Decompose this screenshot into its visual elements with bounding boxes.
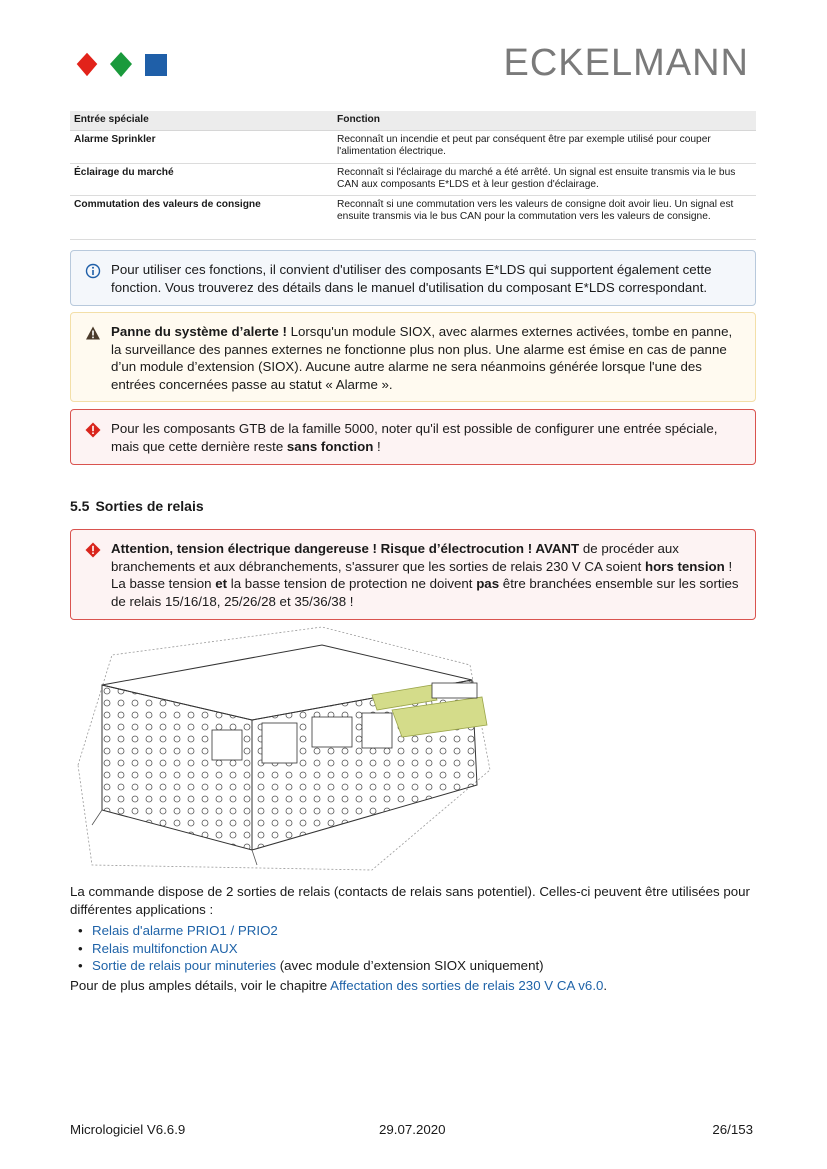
section-number: 5.5 [70, 498, 90, 514]
table-header-row [70, 111, 756, 130]
section-title: Sorties de relais [95, 498, 204, 514]
warning-note-body: Lorsqu'un module SIOX, avec alarmes externes activées, tombe en panne, la surveillance des pannes externes ne fonctionne plus non plus. Une alarme est émise en cas de panne d’un module d’extension (SIOX). Aucune autre alarme ne sera néanmoins générée lorsque l'une des entrées concernées passe au statut « Alarme ». [111, 324, 733, 392]
timer-relay-note: (avec module d’extension SIOX uniquement) [276, 958, 544, 973]
link-timer-relay[interactable]: Sortie de relais pour minuteries [92, 958, 277, 973]
voltage-bold-b: hors tension [644, 558, 725, 574]
danger-note-voltage-text [111, 540, 741, 610]
danger-note-gtb-text [111, 420, 741, 455]
eckelmann-logo [74, 50, 168, 80]
warning-icon [85, 325, 101, 341]
link-prio-relay[interactable]: Relais d'alarme PRIO1 / PRIO2 [92, 923, 278, 938]
danger-note-gtb-part-b: ! [373, 438, 381, 454]
footer-product: Micrologiciel V6.6.9 [70, 1122, 186, 1137]
danger-note-gtb-bold: sans fonction [286, 438, 374, 454]
table-header-function: Fonction [333, 111, 756, 130]
voltage-text-b: ! La basse tension [111, 558, 733, 591]
info-icon [85, 263, 101, 279]
footer-date: 29.07.2020 [379, 1122, 446, 1137]
danger-icon [85, 542, 101, 558]
table-cell-entry: Éclairage du marché [70, 163, 333, 195]
brand-name: ECKELMANN [503, 42, 749, 84]
warning-note [70, 312, 756, 402]
relay-intro-paragraph: La commande dispose de 2 sorties de relais (contacts de relais sans potentiel). Celles-ci peuvent être utilisées pour différentes applications : [70, 884, 750, 917]
danger-note-gtb [70, 409, 756, 465]
link-aux-relay[interactable]: Relais multifonction AUX [92, 940, 238, 956]
more-details-prefix: Pour de plus amples détails, voir le chapitre [70, 978, 331, 993]
list-item [78, 940, 544, 958]
list-item [78, 922, 544, 940]
relay-applications-list [78, 922, 544, 975]
list-item [78, 957, 544, 975]
controller-drawing [72, 625, 492, 875]
table-cell-function: Reconnaît si une commutation vers les valeurs de consigne doit avoir lieu. Un signal est ensuite transmis via le bus CAN pour la commutation vers les valeurs de consigne. [333, 195, 756, 239]
table-row [70, 130, 756, 163]
more-details-paragraph: Pour de plus amples détails, voir le chapitre Affectation des sorties de relais 230 V CA v6.0. [70, 978, 608, 993]
info-note [70, 250, 756, 306]
table-cell-function: Reconnaît un incendie et peut par conséquent être par exemple utilisé pour couper l'alimentation électrique. [333, 130, 756, 163]
section-heading [70, 498, 204, 514]
warning-note-text [111, 323, 741, 393]
footer-page-number: 26/153 [712, 1122, 753, 1137]
danger-note-voltage [70, 529, 756, 620]
table-row [70, 163, 756, 195]
danger-note-gtb-part-a: Pour les composants GTB de la famille 5000, noter qu'il est possible de configurer une entrée spéciale, mais que cette dernière reste [111, 421, 718, 454]
voltage-text-c: la basse tension de protection ne doivent [227, 576, 477, 591]
voltage-bold-d: pas [476, 576, 500, 591]
danger-icon [85, 422, 101, 438]
table-header-entry: Entrée spéciale [70, 111, 333, 130]
info-note-text: Pour utiliser ces fonctions, il convient d'utiliser des composants E*LDS qui supportent également cette fonction. Vous trouverez des détails dans le manuel d'utilisation du composant E*LDS correspondant. [111, 262, 712, 295]
table-cell-entry: Commutation des valeurs de consigne [70, 195, 333, 239]
table-cell-entry: Alarme Sprinkler [70, 130, 333, 163]
warning-note-bold: Panne du système d’alerte ! [111, 324, 287, 339]
voltage-bold-a: Attention, tension électrique dangereuse ! Risque d’électrocution ! AVANT [111, 541, 580, 556]
table-cell-function: Reconnaît si l'éclairage du marché a été arrêté. Un signal est ensuite transmis via le bus CAN aux composants E*LDS et à leur gestion d'éclairage. [333, 163, 756, 195]
voltage-bold-c: et [215, 576, 228, 591]
table-row [70, 195, 756, 239]
special-inputs-table [70, 111, 756, 240]
voltage-text-d: être branchées ensemble sur les sorties de relais 15/16/18, 25/26/28 et 35/36/38 ! [111, 576, 739, 609]
voltage-text-a: de procéder aux branchements et aux débranchements, s'assurer que les sorties de relais 230 V CA soient [111, 541, 679, 574]
link-relay-assignment[interactable]: Affectation des sorties de relais 230 V CA v6.0 [330, 978, 604, 993]
